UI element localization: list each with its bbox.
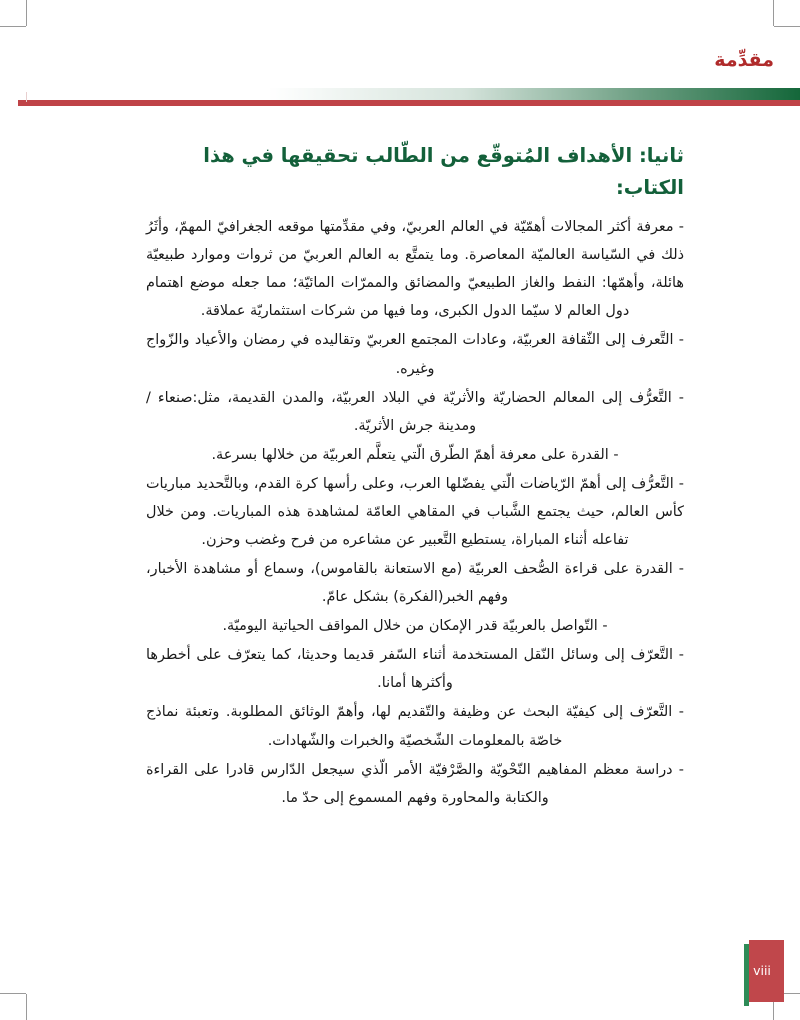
- page-content: [146, 140, 684, 813]
- objective-item: - التَّعرف إلى الثّقافة العربيّة، وعادات المجتمع العربيّ وتقاليده في رمضان والأعياد والزّواج وغيره.: [146, 332, 684, 377]
- page-number-label: viii: [753, 962, 771, 978]
- section-heading: ثانيا: الأهداف المُتوقّع من الطّالب تحقيقها في هذا الكتاب:: [203, 144, 684, 199]
- crop-mark-top-left-vertical: [26, 0, 27, 26]
- objective-item: - القدرة على معرفة أهمّ الطّرق الّتي يتعلَّم العربيّة من خلالها بسرعة.: [211, 446, 619, 463]
- crop-mark-top-right-vertical: [773, 0, 774, 26]
- objective-item: - التَّعرُّف إلى أهمّ الرّياضات الّتي يفضّلها العرب، وعلى رأسها كرة القدم، وبالتَّحديد مباريات كأس العالم، حيث يجتمع الشَّباب في المقاهي العامّة لمشاهدة هذه المباريات. ومن خلال تفاعله أثناء المباراة، يستطيع التَّعبير عن مشاعره من فرح وغضب وحزن.: [146, 475, 684, 549]
- objective-item: - معرفة أكثر المجالات أهمّيّة في العالم العربيّ، وفي مقدِّمتها موقعه الجغرافيّ المهمّ، وأثَرُ ذلك في السّياسة العالميّة المعاصرة. وما يتمتَّع به العالم العربيّ من ثروات وموارد طبيعيّة هائلة، وأهمّها: النفط والغاز الطبيعيّ والمضائق والممرّات المائيّة؛ مما جعله موضع اهتمام دول العالم لا سيّما الدول الكبرى، وما فيها من شركات استثماريّة عملاقة.: [146, 219, 684, 320]
- header-rule-tick: [26, 92, 27, 102]
- header-rule-red: [18, 100, 800, 106]
- crop-mark-bottom-left-horizontal: [0, 993, 26, 994]
- objective-item: - التَّعرُّف إلى المعالم الحضاريّة والأثريّة في البلاد العربيّة، والمدن القديمة، مثل:صنعاء / ومدينة جرش الأثريّة.: [146, 389, 684, 434]
- crop-mark-top-left-horizontal: [0, 26, 26, 27]
- header-rule-green: [222, 88, 800, 100]
- objective-item: - دراسة معظم المفاهيم النّحْويّة والصَّرْفيّة الأمر الّذي سيجعل الدّارس قادرا على القراءة والكتابة والمحاورة وفهم المسموع إلى حدّ ما.: [146, 761, 684, 806]
- objectives-list: [146, 213, 684, 812]
- objective-item: - التَّعرّف إلى كيفيّة البحث عن وظيفة والتّقديم لها، وأهمّ الوثائق المطلوبة. وتعبئة نماذج خاصّة بالمعلومات الشّخصيّة والخبرات والشّهادات.: [146, 704, 684, 749]
- running-head-title: مقدِّمة: [714, 49, 774, 71]
- objective-item: - التّواصل بالعربيّة قدر الإمكان من خلال المواقف الحياتية اليوميّة.: [222, 618, 608, 635]
- crop-mark-bottom-left-vertical: [26, 994, 27, 1020]
- objective-item: - القدرة على قراءة الصُّحف العربيّة (مع الاستعانة بالقاموس)، وسماع أو مشاهدة الأخبار، وفهم الخبر(الفكرة) بشكل عامّ.: [146, 561, 684, 606]
- crop-mark-top-right-horizontal: [774, 26, 800, 27]
- objective-item: - التَّعرّف إلى وسائل النّقل المستخدمة أثناء السّفر قديما وحديثا، كما يتعرّف على أخطرها وأكثرها أمانا.: [146, 647, 684, 692]
- page-number-tab: [744, 940, 784, 1002]
